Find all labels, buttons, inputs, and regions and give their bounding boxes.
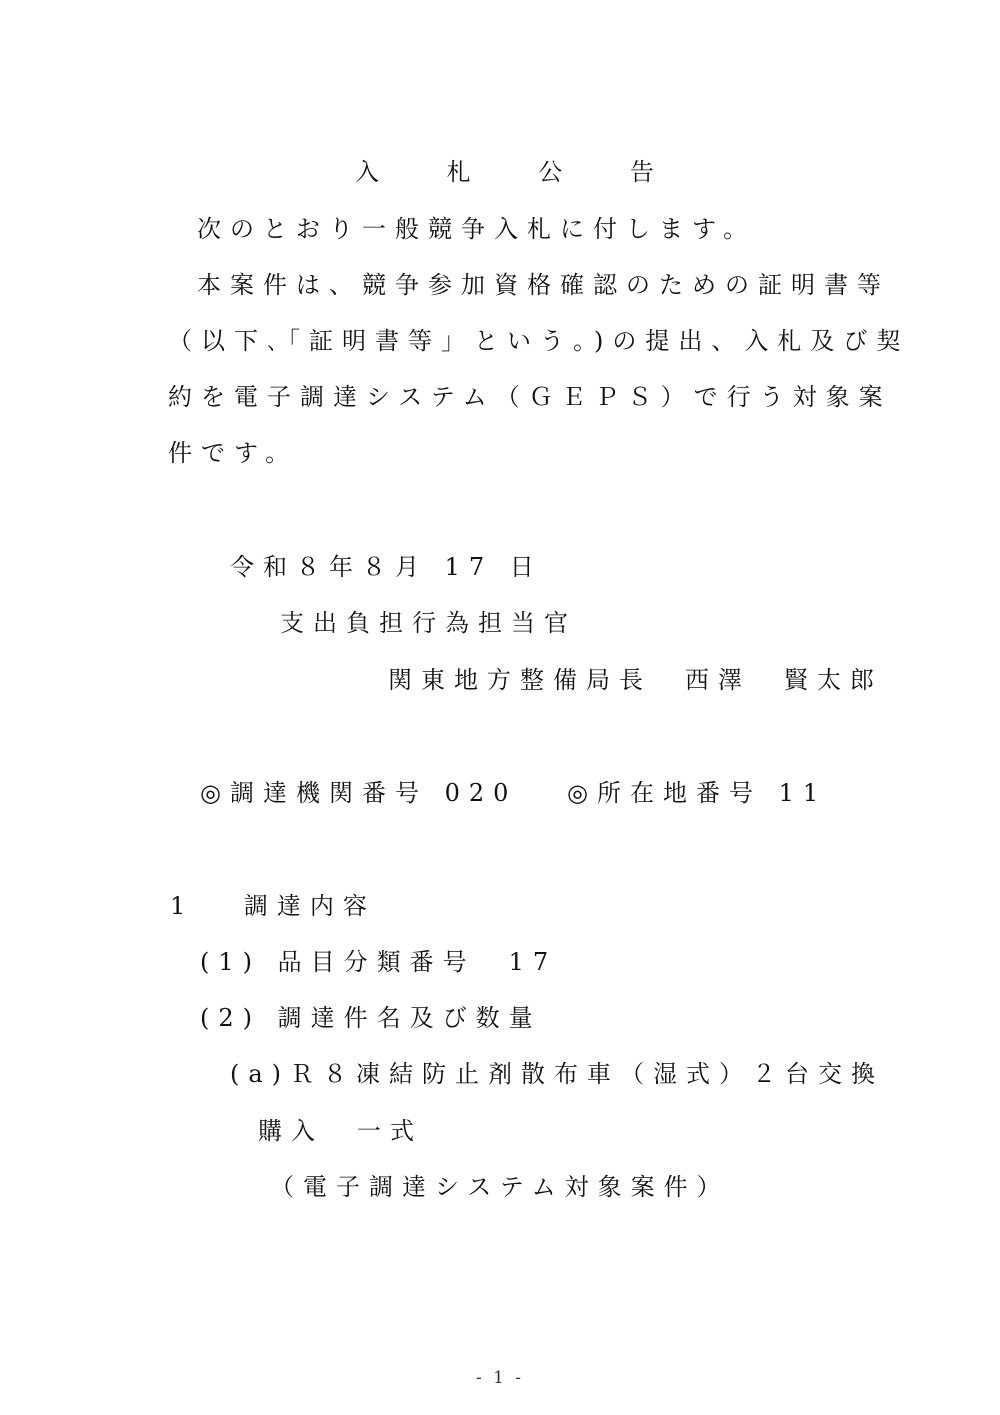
sub-item-line: (a)Ｒ８凍結防止剤散布車（湿式）２台交換 xyxy=(230,1060,885,1088)
intro-line: 次のとおり一般競争入札に付します。 xyxy=(197,215,757,243)
sub-item-line: 購入 一式 xyxy=(258,1117,423,1145)
notice-title: 入 札 公 告 xyxy=(355,158,684,186)
paragraph-line: 件です。 xyxy=(168,439,299,467)
sub-item-line: （電子調達システム対象案件） xyxy=(270,1173,730,1201)
section-item: (2) 調達件名及び数量 xyxy=(200,1004,542,1032)
paragraph-line: （以下､｢証明書等」という｡)の提出、入札及び契 xyxy=(168,327,910,355)
official-title: 支出負担行為担当官 xyxy=(280,609,577,637)
director-name: 関東地方整備局長 西澤 賢太郎 xyxy=(388,666,883,694)
agency-codes: ◎調達機関番号 020 ◎所在地番号 11 xyxy=(200,779,828,807)
page-number: - 1 - xyxy=(475,1368,525,1388)
paragraph-line: 約を電子調達システム（ＧＥＰＳ）で行う対象案 xyxy=(168,383,892,411)
section-heading: 1 調達内容 xyxy=(170,892,376,920)
paragraph-line: 本案件は、競争参加資格確認のための証明書等 xyxy=(197,271,890,299)
section-item: (1) 品目分類番号 17 xyxy=(200,948,558,976)
notice-date: 令和８年８月 17 日 xyxy=(230,553,543,581)
